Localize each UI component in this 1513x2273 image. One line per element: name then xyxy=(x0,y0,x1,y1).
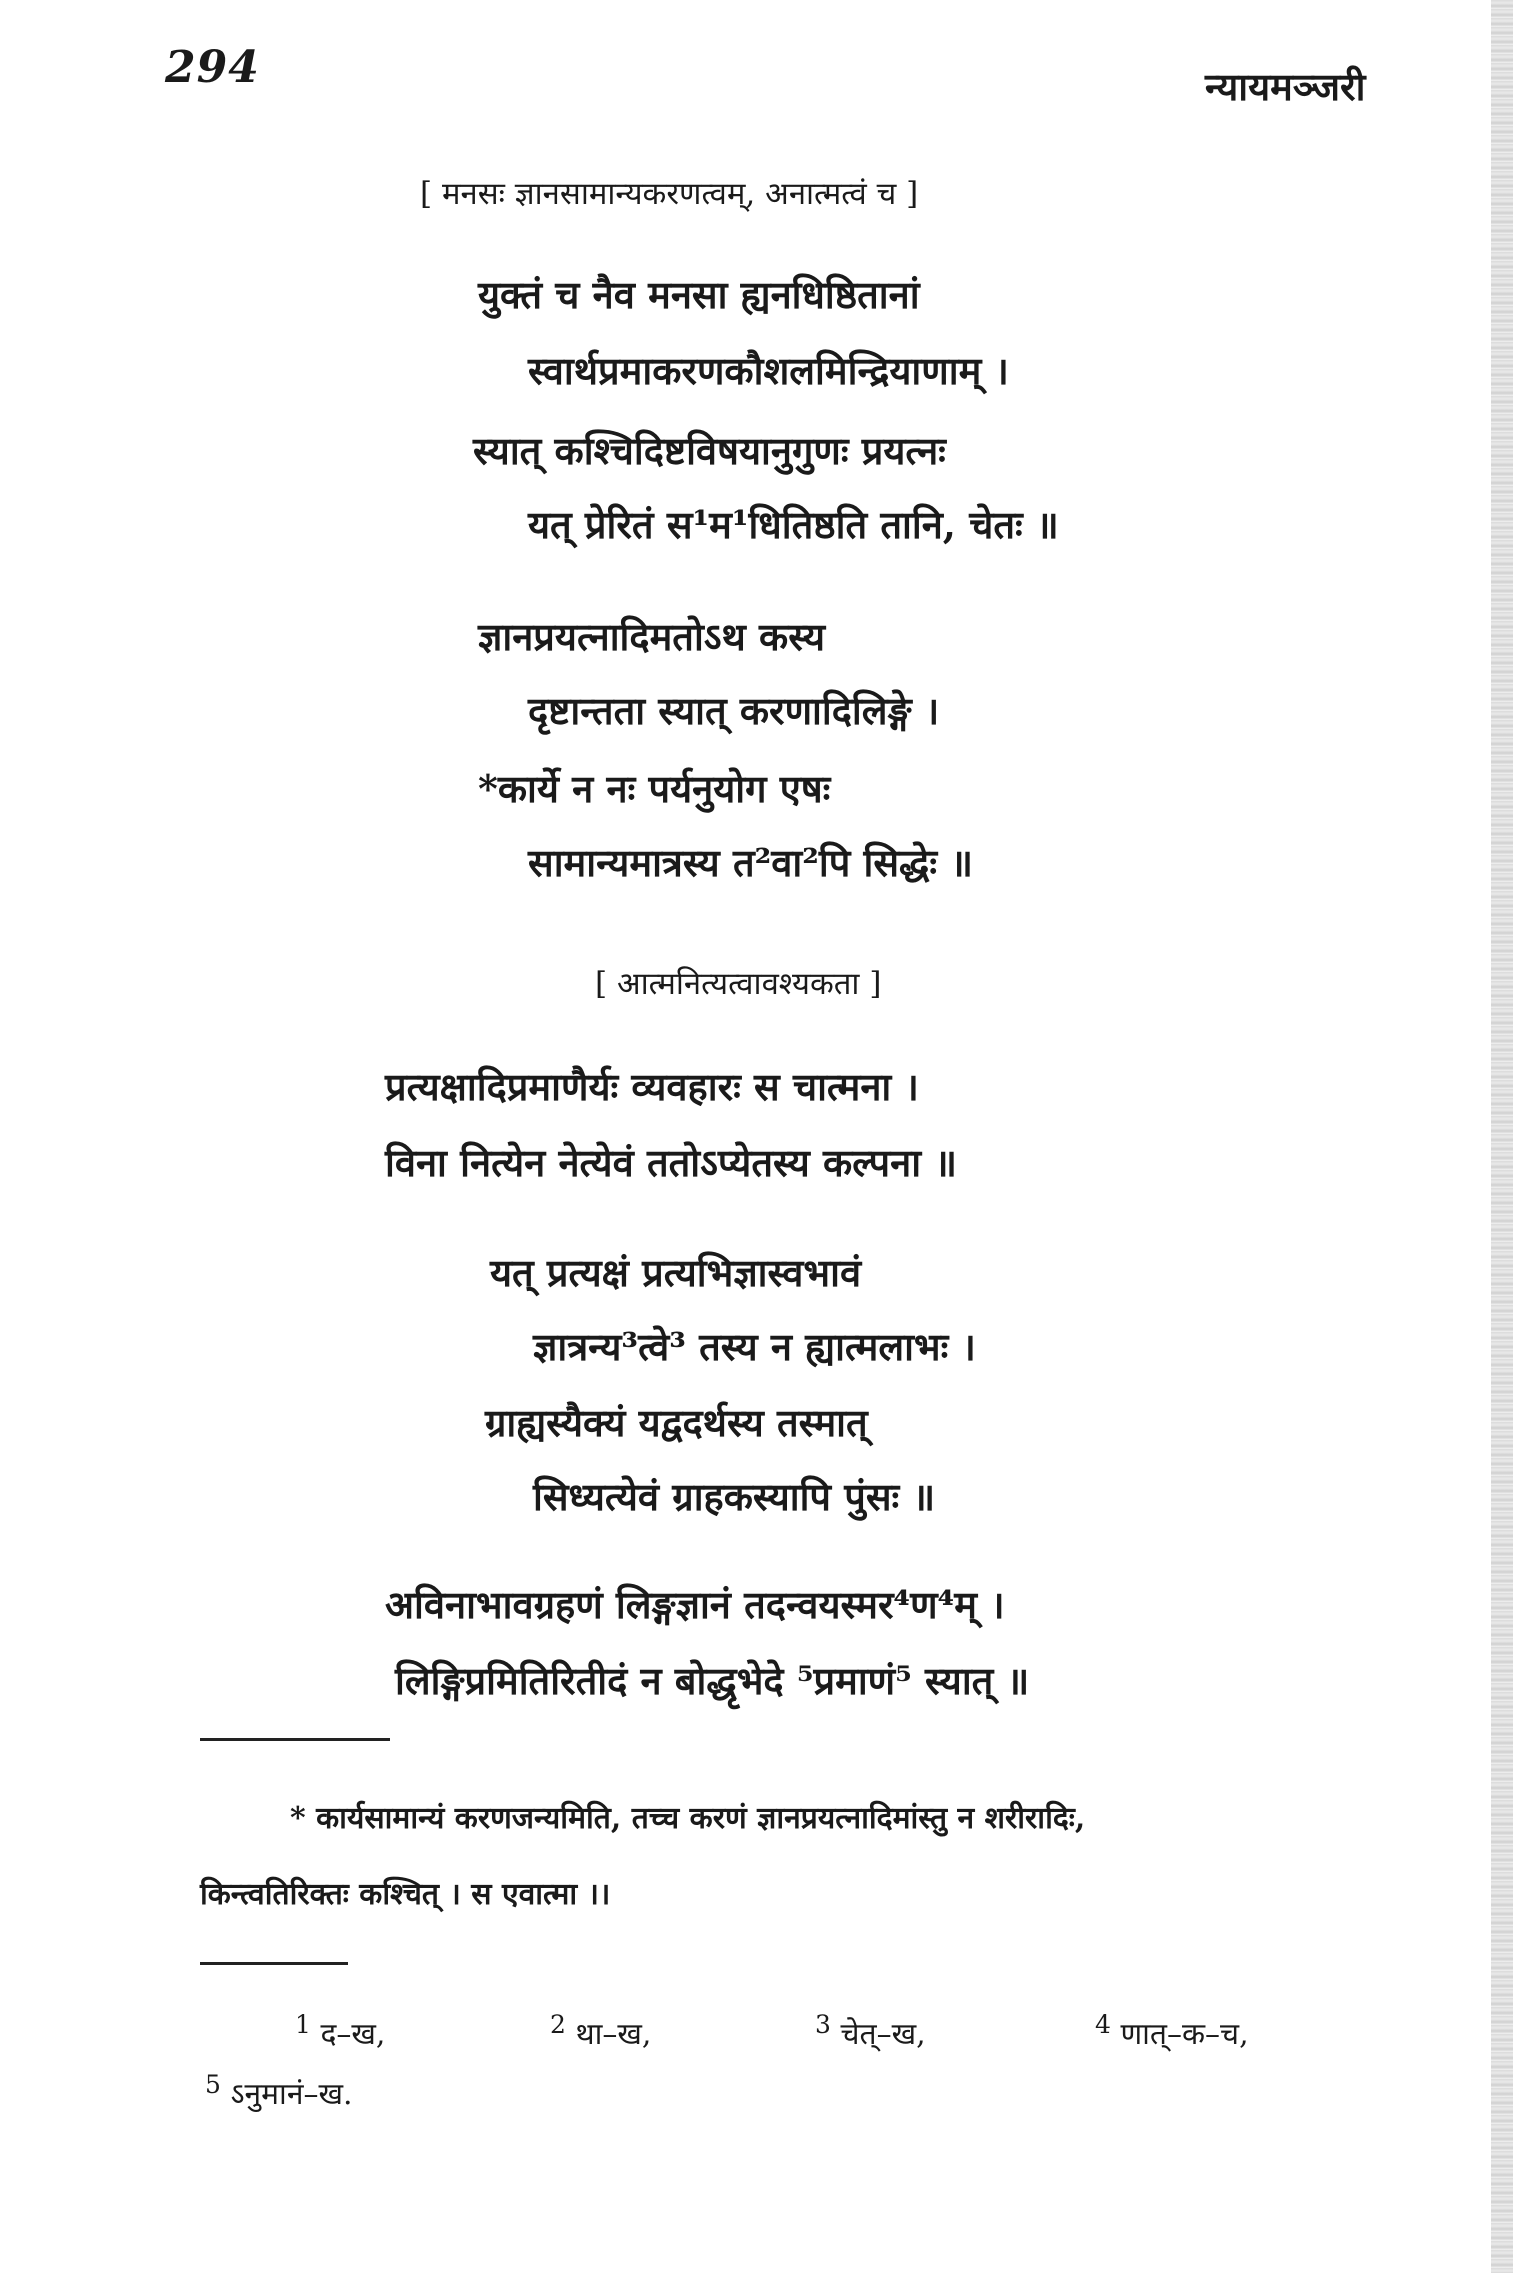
footnote-separator xyxy=(200,1738,390,1741)
running-head: न्यायमञ्जरी xyxy=(1205,64,1366,109)
verse-line: ज्ञानप्रयत्नादिमतोऽथ कस्य xyxy=(478,614,826,659)
verse-line: सिध्यत्येवं ग्राहकस्यापि पुंसः ॥ xyxy=(533,1474,936,1519)
variant-reading xyxy=(815,2010,926,2053)
verse-line: ग्राह्यस्यैक्यं यद्वदर्थस्य तस्मात् xyxy=(485,1400,868,1445)
variant-text: द–ख, xyxy=(320,2017,386,2052)
verse-line: यत् प्रत्यक्षं प्रत्यभिज्ञास्वभावं xyxy=(490,1250,862,1295)
variant-number: 1 xyxy=(295,2010,311,2039)
verse-line: अविनाभावग्रहणं लिङ्गज्ञानं तदन्वयस्मर⁴ण⁴म् । xyxy=(385,1582,1005,1627)
variant-text: णात्–क–च, xyxy=(1120,2017,1249,2052)
verse-line: स्यात् कश्चिदिष्टविषयानुगुणः प्रयत्नः xyxy=(473,428,946,473)
page-edge-shadow xyxy=(1491,0,1513,2273)
variant-text: ऽनुमानं–ख. xyxy=(230,2077,353,2112)
variant-reading xyxy=(1095,2010,1249,2053)
verse-line: ज्ञात्रन्य³त्वे³ तस्य न ह्यात्मलाभः । xyxy=(533,1324,976,1369)
variant-reading xyxy=(295,2010,385,2053)
verse-line: *कार्ये न नः पर्यनुयोग एषः xyxy=(478,766,831,811)
variant-text: चेत्–ख, xyxy=(840,2017,926,2052)
variant-number: 5 xyxy=(205,2070,221,2099)
verse-line: सामान्यमात्रस्य त²वा²पि सिद्धेः ॥ xyxy=(528,840,974,885)
verse-line: स्वार्थप्रमाकरणकौशलमिन्द्रियाणाम् । xyxy=(528,348,1009,393)
variant-number: 3 xyxy=(815,2010,831,2039)
variant-number: 2 xyxy=(550,2010,566,2039)
verse-line: विना नित्येन नेत्येवं ततोऽप्येतस्य कल्पना ॥ xyxy=(385,1140,958,1185)
variant-reading xyxy=(205,2070,353,2113)
footnote-line: किन्त्वतिरिक्तः कश्चित् । स एवात्मा ।। xyxy=(200,1877,611,1912)
verse-line: प्रत्यक्षादिप्रमाणैर्यः व्यवहारः स चात्मना । xyxy=(385,1064,919,1109)
verse-line: युक्तं च नैव मनसा ह्यनधिष्ठितानां xyxy=(478,272,920,317)
verse-line: यत् प्रेरितं स¹म¹धितिष्ठति तानि, चेतः ॥ xyxy=(528,502,1059,547)
footnote-line: * कार्यसामान्यं करणजन्यमिति, तच्च करणं ज्ञानप्रयत्नादिमांस्तु न शरीरादिः, xyxy=(290,1801,1086,1836)
section-heading: [ आत्मनित्यत्वावश्यकता ] xyxy=(595,966,882,1002)
verse-line: दृष्टान्तता स्यात् करणादिलिङ्गे । xyxy=(528,688,940,733)
verse-line: लिङ्गिप्रमितिरितीदं न बोद्धृभेदे ⁵प्रमाणं⁵ स्यात् ॥ xyxy=(395,1658,1030,1703)
page-number: 294 xyxy=(165,42,260,93)
variant-reading xyxy=(550,2010,651,2053)
section-heading: [ मनसः ज्ञानसामान्यकरणत्वम्, अनात्मत्वं च ] xyxy=(420,176,919,212)
variants-separator xyxy=(200,1962,348,1965)
variant-number: 4 xyxy=(1095,2010,1111,2039)
variant-text: था–ख, xyxy=(575,2017,652,2052)
